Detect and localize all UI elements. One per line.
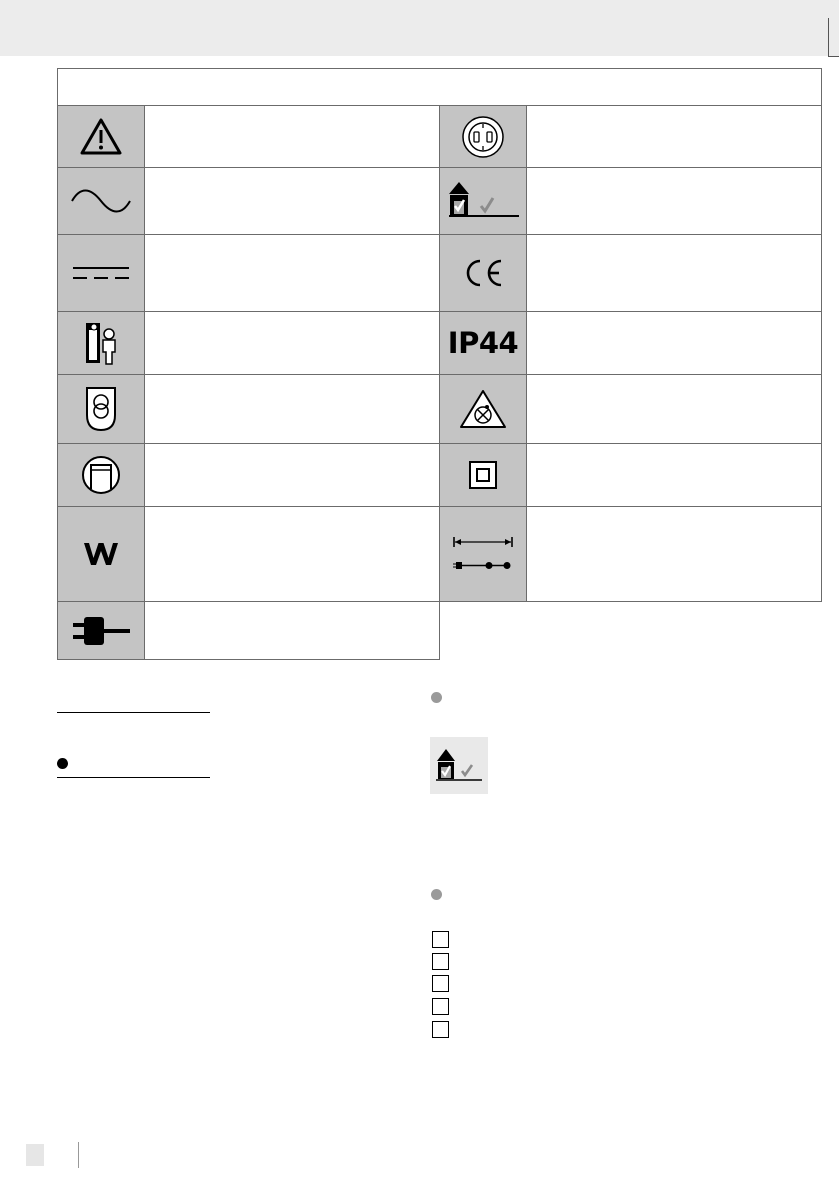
cable-length-icon <box>440 507 527 602</box>
bullet-icon <box>57 758 68 769</box>
symbol-description <box>527 312 822 375</box>
crop-mark <box>828 18 839 57</box>
symbol-description <box>145 312 440 375</box>
protection-class-ii-icon <box>440 444 527 507</box>
symbol-description <box>145 602 440 660</box>
alternating-current-icon <box>58 168 145 235</box>
symbols-table <box>57 68 822 660</box>
symbol-description <box>145 507 440 602</box>
checklist-checkbox[interactable] <box>432 953 449 970</box>
empty-cell <box>440 602 822 660</box>
bullet-icon <box>431 692 442 703</box>
header-band <box>0 0 839 56</box>
symbol-description <box>527 235 822 312</box>
symbol-description <box>527 444 822 507</box>
plug-icon <box>58 602 145 660</box>
symbol-description <box>145 106 440 168</box>
symbol-description <box>527 106 822 168</box>
symbol-description <box>527 507 822 602</box>
indoor-outdoor-use-icon <box>430 737 488 794</box>
checklist-checkbox[interactable] <box>432 931 449 948</box>
bullet-icon <box>431 889 442 900</box>
indoor-outdoor-badge <box>430 737 488 794</box>
checklist-checkbox[interactable] <box>432 975 449 992</box>
transformer-icon <box>58 444 145 507</box>
socket-icon <box>440 106 527 168</box>
symbol-description <box>527 375 822 444</box>
symbol-description <box>145 235 440 312</box>
symbol-description <box>527 168 822 235</box>
symbol-description <box>145 444 440 507</box>
thermal-protection-icon <box>440 375 527 444</box>
page-number <box>26 1144 44 1166</box>
section-heading-rule <box>57 712 210 713</box>
subheading-rule <box>57 777 210 778</box>
checklist-checkbox[interactable] <box>432 1021 449 1038</box>
symbol-description <box>145 168 440 235</box>
checklist-checkbox[interactable] <box>432 998 449 1015</box>
symbol-description <box>145 375 440 444</box>
watt-icon <box>58 507 145 602</box>
keep-away-from-children-icon <box>58 312 145 375</box>
direct-current-icon <box>58 235 145 312</box>
ce-mark-icon <box>440 235 527 312</box>
safety-transformer-icon <box>58 375 145 444</box>
warning-triangle-icon <box>58 106 145 168</box>
ip44-label: IP44 <box>447 326 519 360</box>
footer-divider <box>78 1142 79 1168</box>
ip44-icon <box>440 312 527 375</box>
table-header <box>58 69 822 106</box>
indoor-outdoor-use-icon <box>440 168 527 235</box>
